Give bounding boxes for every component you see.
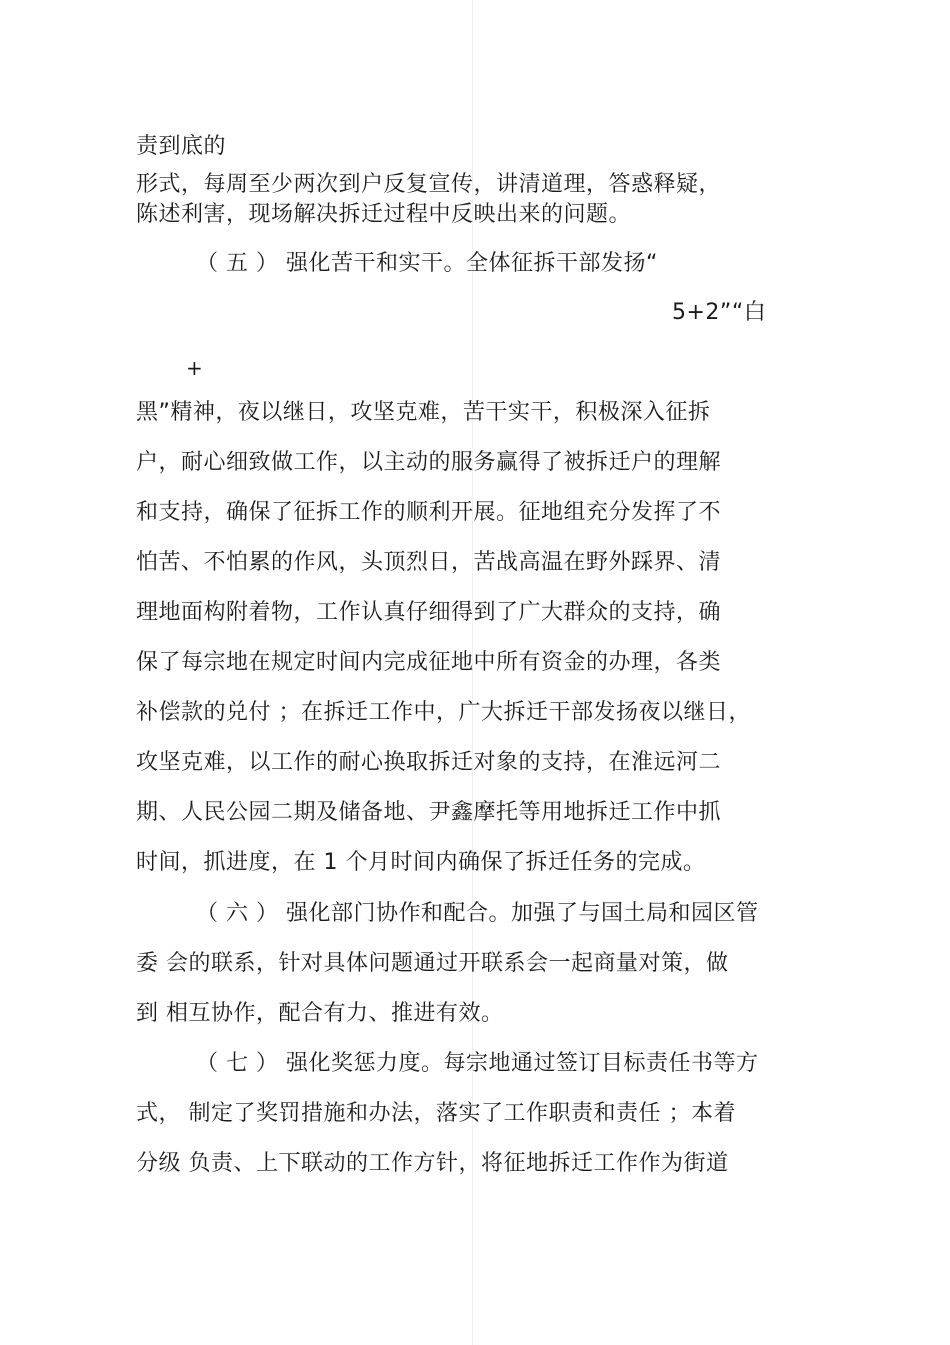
text-line-9: 和支持，确保了征拆工作的顺利开展。征地组充分发挥了不 <box>136 500 722 525</box>
text-line-1: 责到底的 <box>136 134 227 159</box>
text-line-7: 黑”精神，夜以继日，攻坚克难，苦干实干，积极深入征拆 <box>136 400 711 425</box>
text-line-15: 期、人民公园二期及储备地、尹鑫摩托等用地拆迁工作中抓 <box>136 800 722 825</box>
section-six-heading: （ 六 ） 强化部门协作和配合。加强了与国土局和园区管 <box>196 901 759 926</box>
text-line-8: 户，耐心细致做工作，以主动的服务赢得了被拆迁户的理解 <box>136 450 722 475</box>
text-line-14: 攻坚克难，以工作的耐心换取拆迁对象的支持，在淮远河二 <box>136 750 722 775</box>
text-line-13: 补偿款的兑付 ；在拆迁工作中，广大拆迁干部发扬夜以继日， <box>136 700 751 725</box>
text-line-10: 怕苦、不怕累的作风，头顶烈日，苦战高温在野外踩界、清 <box>136 550 722 575</box>
text-line-5-2: 5+2”“白 <box>672 300 767 325</box>
text-line-plus: + <box>186 356 204 380</box>
text-line-16: 时间，抓进度，在 1 个月时间内确保了拆迁任务的完成。 <box>136 850 706 875</box>
text-line-22: 分级 负责、上下联动的工作方针，将征地拆迁工作作为街道 <box>136 1151 729 1176</box>
text-line-2: 形式，每周至少两次到户反复宣传，讲清道理，答惑释疑， <box>136 172 722 197</box>
text-line-11: 理地面构附着物，工作认真仔细得到了广大群众的支持，确 <box>136 600 722 625</box>
text-line-18: 委 会的联系，针对具体问题通过开联系会一起商量对策，做 <box>136 951 729 976</box>
section-five-heading: （ 五 ） 强化苦干和实干。全体征拆干部发扬“ <box>196 251 658 276</box>
text-line-12: 保了每宗地在规定时间内完成征地中所有资金的办理，各类 <box>136 650 722 675</box>
text-line-21: 式， 制定了奖罚措施和办法，落实了工作职责和责任 ；本着 <box>136 1101 736 1126</box>
text-line-19: 到 相互协作，配合有力、推进有效。 <box>136 1001 504 1026</box>
section-seven-heading: （ 七 ） 强化奖惩力度。每宗地通过签订目标责任书等方 <box>196 1051 759 1076</box>
text-line-3: 陈述利害，现场解决拆迁过程中反映出来的问题。 <box>136 202 632 227</box>
